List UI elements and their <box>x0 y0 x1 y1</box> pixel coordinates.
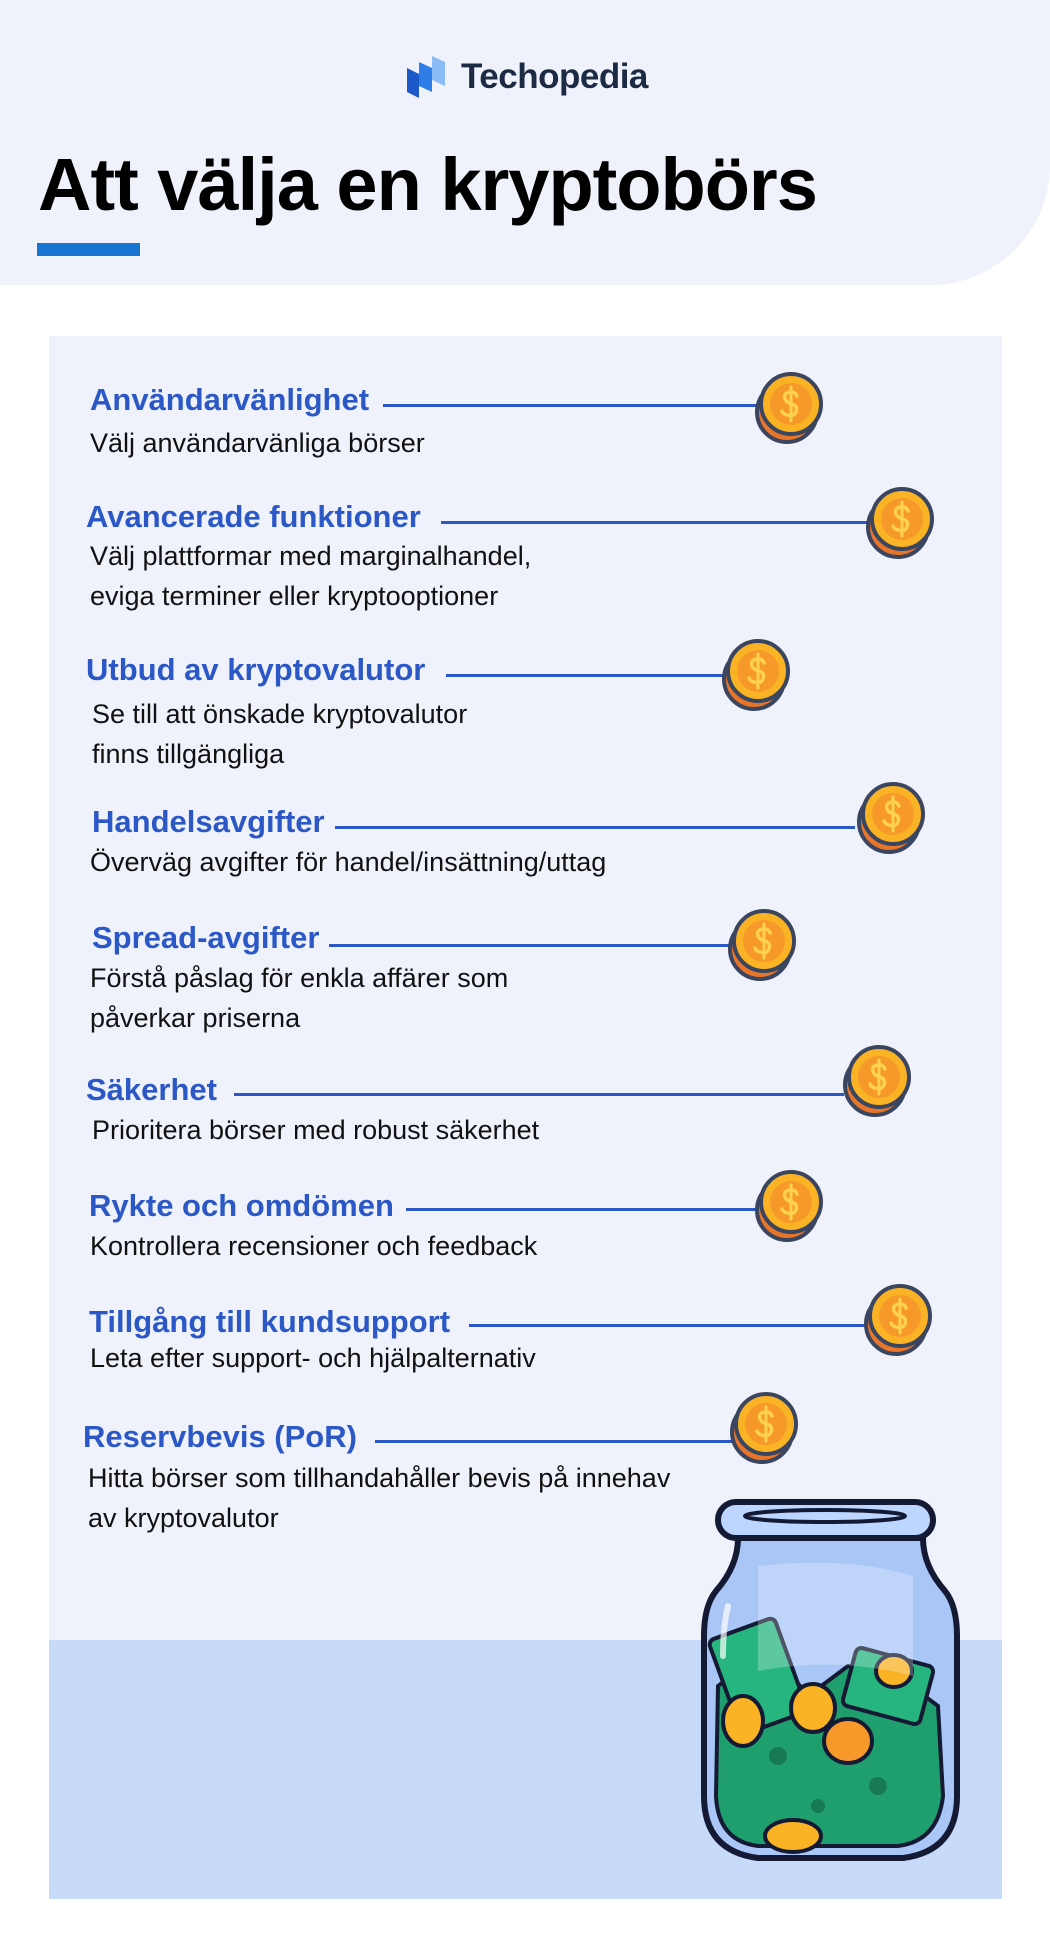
item-description: Förstå påslag för enkla affärer som påverkar priserna <box>90 963 509 1033</box>
dollar-coin-icon <box>749 366 829 446</box>
title-underline <box>37 243 140 256</box>
connector-line <box>335 826 855 829</box>
dollar-coin-icon <box>716 633 796 713</box>
page-title: Att välja en kryptobörs <box>38 143 817 226</box>
item-description: Överväg avgifter för handel/insättning/uttag <box>90 847 607 877</box>
brand-name: Techopedia <box>461 57 648 96</box>
dollar-coin-icon <box>860 481 940 561</box>
item-title: Handelsavgifter <box>92 804 325 839</box>
item-description: Välj användarvänliga börser <box>90 428 425 458</box>
connector-line <box>383 404 803 407</box>
connector-line <box>441 521 871 524</box>
brand-logo[interactable] <box>405 52 648 102</box>
item-title: Spread-avgifter <box>92 920 320 955</box>
item-description: Kontrollera recensioner och feedback <box>90 1231 538 1261</box>
dollar-coin-icon <box>724 1386 804 1466</box>
connector-line <box>469 1324 869 1327</box>
item-title: Användarvänlighet <box>90 382 370 417</box>
content-panel <box>49 336 1002 1899</box>
connector-line <box>406 1208 806 1211</box>
item-title: Rykte och omdömen <box>89 1188 394 1223</box>
item-title: Säkerhet <box>86 1072 217 1107</box>
dollar-coin-icon <box>858 1278 938 1358</box>
item-description: Hitta börser som tillhandahåller bevis på innehav av kryptovalutor <box>88 1463 671 1533</box>
dollar-coin-icon <box>837 1039 917 1119</box>
header <box>0 0 1050 285</box>
connector-line <box>234 1093 844 1096</box>
item-description: Se till att önskade kryptovalutor finns tillgängliga <box>92 699 468 769</box>
item-title: Avancerade funktioner <box>86 499 421 534</box>
item-description: Prioritera börser med robust säkerhet <box>92 1115 540 1145</box>
dollar-coin-icon <box>749 1164 829 1244</box>
techopedia-logo-icon <box>405 54 449 100</box>
dollar-coin-icon <box>722 903 802 983</box>
item-title: Utbud av kryptovalutor <box>86 652 426 687</box>
item-description: Leta efter support- och hjälpalternativ <box>90 1343 536 1373</box>
item-description: Välj plattformar med marginalhandel, eviga terminer eller kryptooptioner <box>90 541 532 611</box>
connector-line <box>329 944 779 947</box>
item-title: Tillgång till kundsupport <box>89 1304 451 1339</box>
dollar-coin-icon <box>851 776 931 856</box>
item-title: Reservbevis (PoR) <box>83 1419 357 1454</box>
money-jar-icon <box>698 1496 963 1866</box>
